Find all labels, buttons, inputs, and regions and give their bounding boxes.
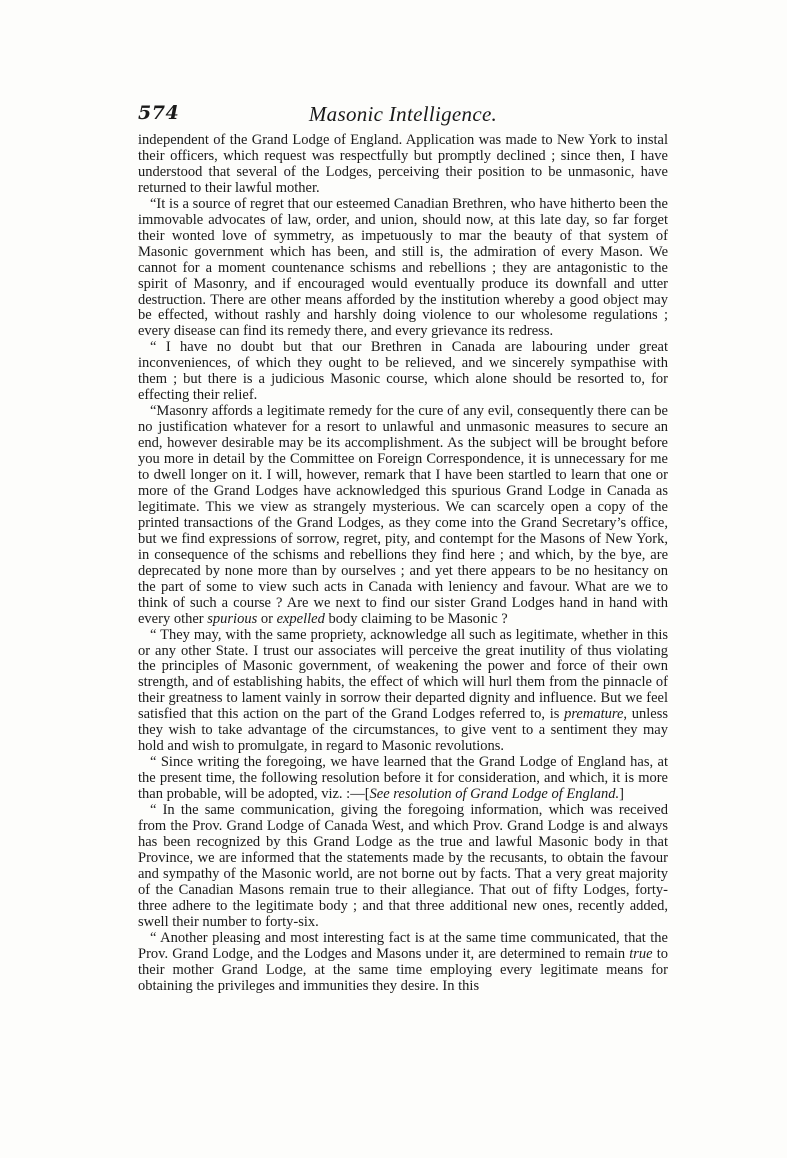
italic-text: expelled [276, 610, 325, 627]
text-run: , unless they wish to take advantage of the circumstances, to give vent to a sentiment they may hold and wish to promulgate, in regard to Masonic revolutions. [138, 706, 668, 755]
text-run: or [257, 610, 277, 627]
paragraph [138, 197, 668, 341]
italic-text: true [629, 945, 653, 962]
paragraph [138, 340, 668, 404]
page-number: 574 [138, 102, 180, 124]
paragraph [138, 931, 668, 995]
paragraph [138, 133, 668, 197]
paragraph [138, 628, 668, 756]
text-run: “ Since writing the foregoing, we have learned that the Grand Lodge of England has, at the present time, the following resolution before it for consideration, and which, it is more than probable, will be adopted, viz. :—[ [138, 754, 668, 803]
italic-text: premature [564, 706, 624, 723]
paragraph [138, 755, 668, 803]
paragraph [138, 404, 668, 627]
text-run: “ I have no doubt but that our Brethren in Canada are labouring under great inconveniences, of which they ought to be relieved, and we sincerely sympathise with them ; but there is a judicious Masonic course, which alone should be resorted to, for effecting their relief. [138, 339, 668, 404]
text-run: “Masonry affords a legitimate remedy for the cure of any evil, consequently there can be no justification whatever for a resort to unlawful and unmasonic measures to secure an end, however desirable may be its accomplishment. As the subject will be brought before you more in detail by the Committee on Foreign Correspondence, it is unnecessary for me to dwell longer on it. I will, however, remark that I have been startled to learn that one or more of the Grand Lodges have acknowledged this spurious Grand Lodge in Canada as legitimate. This we view as strangely mysterious. We can scarcely open a copy of the printed transactions of the Grand Lodges, as they come into the Grand Secretary’s office, but we find expressions of sorrow, regret, pity, and contempt for the Masons of New York, in consequence of the schisms and rebellions they find here ; and which, by the bye, are deprecated by none more than by ourselves ; and yet there appears to be no hesitancy on the part of some to view such acts in Canada with leniency and favour. What are we to think of such a course ? Are we next to find our sister Grand Lodges hand in hand with every other [138, 403, 668, 627]
text-run: ] [619, 786, 624, 803]
text-run: body claiming to be Masonic ? [324, 610, 508, 627]
italic-text: See resolution of Grand Lodge of England. [369, 786, 620, 803]
text-run: “It is a source of regret that our esteemed Canadian Brethren, who have hitherto been the immovable advocates of law, order, and union, should now, at this late day, so far forget their wonted love of symmetry, as impetuously to mar the beauty of that system of Masonic government which has been, and still is, the admiration of every Mason. We cannot for a moment countenance schisms and rebellions ; they are antagonistic to the spirit of Masonry, and if encouraged would eventually produce its downfall and utter destruction. There are other means afforded by the institution whereby a good object may be effected, without rashly and harshly doing violence to our wholesome regulations ; every disease can find its remedy there, and every grievance its redress. [138, 195, 668, 340]
page-header [138, 102, 668, 128]
text-run: independent of the Grand Lodge of England. Application was made to New York to instal their officers, which request was respectfully but promptly declined ; since then, I have understood that several of the Lodges, perceiving their position to be unmasonic, have returned to their lawful mother. [138, 132, 668, 196]
running-head: Masonic Intelligence. [308, 102, 498, 126]
text-run: “ Another pleasing and most interesting fact is at the same time communicated, that the Prov. Grand Lodge, and the Lodges and Masons under it, are determined to remain [138, 929, 668, 962]
paragraph [138, 803, 668, 931]
article-body [138, 133, 668, 994]
text-run: to their mother Grand Lodge, at the same time employing every legitimate means for obtaining the privileges and immunities they desire. In this [138, 945, 668, 994]
text-run: “ In the same communication, giving the foregoing information, which was received from the Prov. Grand Lodge of Canada West, and which Prov. Grand Lodge is and always has been recognized by this Grand Lodge as the true and lawful Masonic body in that Province, we are informed that the statements made by the recusants, to obtain the favour and sympathy of the Masonic world, are not borne out by facts. That a very great majority of the Canadian Masons remain true to their allegiance. That out of fifty Lodges, forty-three adhere to the legitimate body ; and that three additional new ones, recently added, swell their number to forty-six. [138, 802, 668, 930]
text-run: “ They may, with the same propriety, acknowledge all such as legitimate, whether in this or any other State. I trust our associates will perceive the great inutility of thus violating the principles of Masonic government, of weakening the power and force of their own strength, and of establishing habits, the effect of which will hurl them from the pinnacle of their greatness to lament vainly in sorrow their departed dignity and influence. But we feel satisfied that this action on the part of the Grand Lodges referred to, is [138, 626, 668, 723]
italic-text: spurious [207, 610, 258, 627]
